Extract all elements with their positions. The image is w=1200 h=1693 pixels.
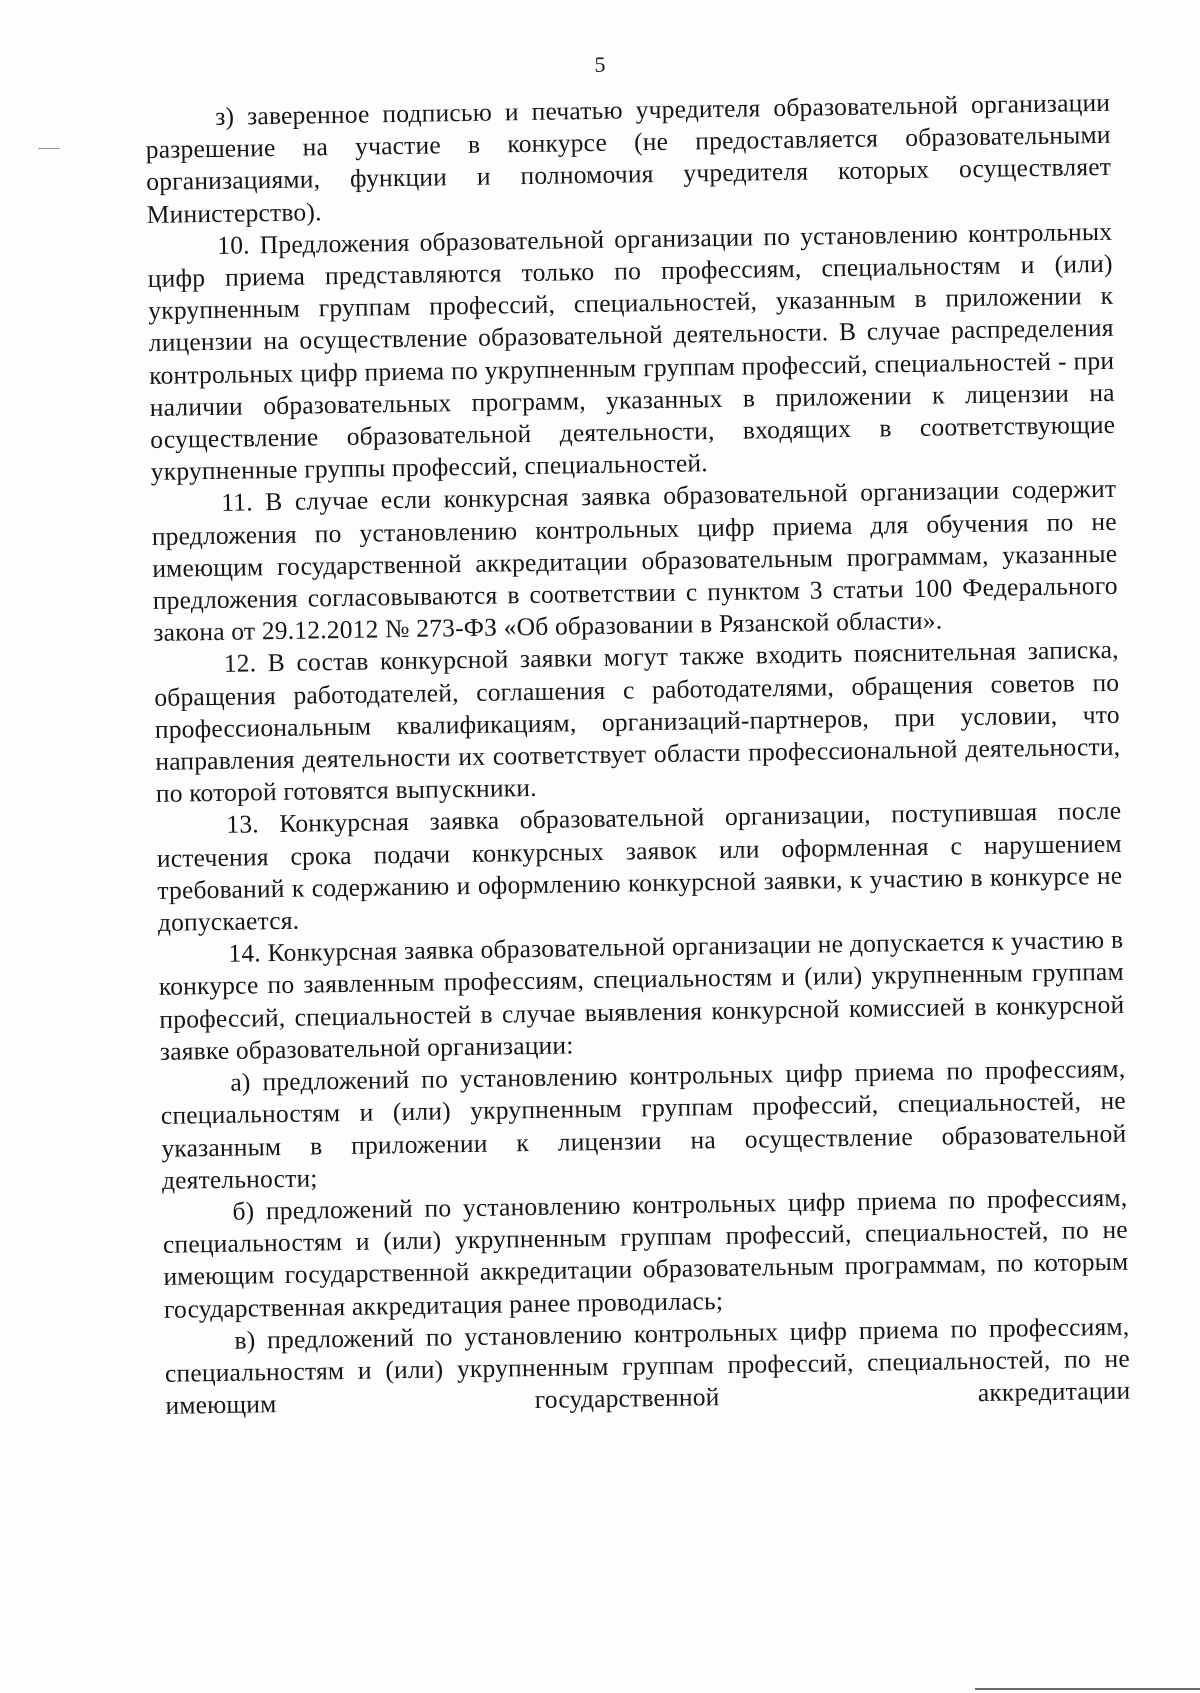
paragraph-10: 10. Предложения образовательной организации по установлению контрольных цифр приема представляются только по профессиям, специальностям и (или) укрупненным группам профессий, специальностей, указанным в приложении к лицензии на осуществление образовательной деятельности. В случае распределения контрольных цифр приема по укрупненным группам профессий, специальностей - при наличии образовательных программ, указанных в приложении к лицензии на осуществление образовательной деятельности, входящих в соответствующие укрупненные группы профессий, специальностей. [147, 216, 1116, 487]
paragraph-3z: з) заверенное подписью и печатью учредителя образовательной организации разрешение на участие в конкурсе (не предоставляется образовательными организациями, функции и полномочия учредителя которых осуществляет Министерство). [145, 87, 1112, 229]
paragraph-14b: б) предложений по установлению контрольных цифр приема по профессиям, специальностям и (или) укрупненным группам профессий, специальностей, по не имеющим государственной аккредитации образовательным программам, по которым государственная аккредитация ранее проводилась; [162, 1182, 1129, 1324]
paragraph-14v: в) предложений по установлению контрольных цифр приема по профессиям, специальностям и (или) укрупненным группам профессий, специальностей, по не имеющим государственной аккредитации [164, 1311, 1131, 1420]
document-body [145, 87, 1131, 1422]
paragraph-11: 11. В случае если конкурсная заявка образовательной организации содержит предложения по установлению контрольных цифр приема для обучения по не имеющим государственной аккредитации образовательным программам, указанные предложения согласовываются в соответствии с пунктом 3 статьи 100 Федерального закона от 29.12.2012 № 273-ФЗ «Об образовании в Рязанской области». [151, 474, 1118, 648]
scan-edge-line [975, 1688, 1200, 1690]
paragraph-14a: а) предложений по установлению контрольных цифр приема по профессиям, специальностям и (или) укрупненным группам профессий, специальностей, не указанным в приложении к лицензии на осуществление образовательной деятельности; [160, 1053, 1127, 1195]
paragraph-13: 13. Конкурсная заявка образовательной организации, поступившая после истечения срока подачи конкурсных заявок или оформленная с нарушением требований к содержанию и оформлению конкурсной заявки, к участию в конкурсе не допускается. [156, 796, 1123, 937]
paragraph-12: 12. В состав конкурсной заявки могут также входить пояснительная записка, обращения работодателей, соглашения с работодателями, обращения советов по профессиональным квалификациям, организаций-партнеров, при условии, что направления деятельности их соответствует области профессиональной деятельности, по которой готовятся выпускники. [154, 635, 1121, 809]
margin-mark [38, 148, 60, 149]
paragraph-14: 14. Конкурсная заявка образовательной организации не допускается к участию в конкурсе по заявленным профессиям, специальностям и (или) укрупненным группам профессий, специальностей в случае выявления конкурсной комиссией в конкурсной заявке образовательной организации: [158, 925, 1125, 1066]
page-number: 5 [594, 52, 606, 77]
